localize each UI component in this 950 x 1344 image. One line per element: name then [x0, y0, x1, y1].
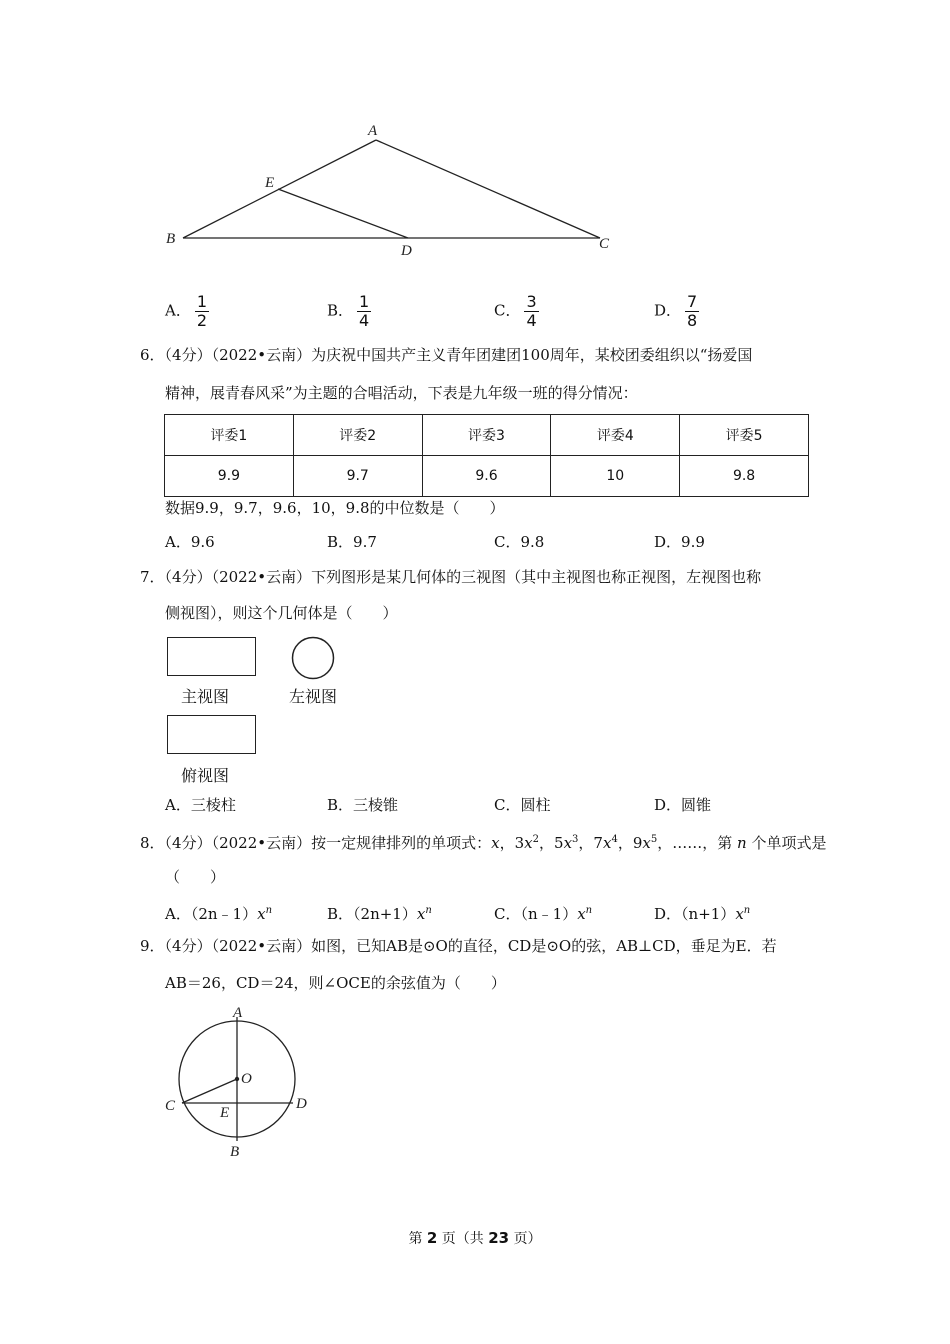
q8-option-c: C．$(n﹣1)x^n$	[494, 905, 593, 923]
table-row	[165, 456, 809, 497]
table-cell: 10	[551, 456, 680, 497]
q6-stem-line2: 精神，展青春风采”为主题的合唱活动，下表是九年级一班的得分情况：	[165, 384, 638, 402]
top-view-rect	[167, 715, 256, 754]
fraction: $\frac{1}{4}$	[359, 292, 370, 330]
table-cell: 9.7	[293, 456, 422, 497]
fraction: $\frac{7}{8}$	[687, 292, 698, 330]
option-letter: A．	[165, 301, 191, 320]
option-letter: C．	[494, 301, 521, 320]
center-point	[235, 1077, 239, 1081]
q7-option-d: D．圆锥	[654, 796, 712, 814]
point-label-b: B	[230, 1144, 240, 1160]
vertex-label-d: D	[401, 243, 412, 259]
table-cell: 9.9	[165, 456, 294, 497]
q7-option-a: A．三棱柱	[165, 796, 236, 814]
q6-option-c: C．9.8	[494, 533, 545, 551]
q6-option-d: D．9.9	[654, 533, 705, 551]
score-table	[164, 414, 809, 497]
table-header-cell: 评委3	[422, 415, 551, 456]
table-header-row	[165, 415, 809, 456]
q8-option-a: A．$(2n﹣1)x^n$	[165, 905, 273, 923]
left-view-circle	[290, 635, 336, 681]
page-footer: 第 2 页（共 23 页）	[408, 1229, 542, 1247]
q9-stem-line1: 9．（4分）（2022•云南）如图，已知AB是⊙O的直径，CD是⊙O的弦，AB⊥CD，垂足为E．若	[140, 937, 777, 955]
q5-option-d	[654, 293, 699, 330]
table-cell: 9.8	[680, 456, 809, 497]
q8-option-d: D．$(n+1)x^n$	[654, 905, 751, 923]
q9-stem-line2: AB＝26，CD＝24，则∠OCE的余弦值为（ ）	[165, 974, 506, 992]
current-page-number: 2	[426, 1229, 438, 1247]
option-letter: B．	[327, 301, 354, 320]
point-label-e: E	[220, 1105, 230, 1121]
q5-option-b	[327, 293, 371, 330]
fraction: $\frac{1}{2}$	[196, 292, 208, 330]
table-header-cell: 评委2	[293, 415, 422, 456]
front-view-label: 主视图	[181, 687, 230, 706]
radius-oc	[182, 1079, 237, 1103]
table-header-cell: 评委4	[551, 415, 680, 456]
q7-option-b: B．三棱锥	[327, 796, 399, 814]
left-view-label: 左视图	[289, 687, 338, 706]
q8-stem-line2: （ ）	[165, 868, 226, 886]
total-pages-number: 23	[488, 1229, 510, 1247]
q8-stem-line1: 8．（4分）（2022•云南）按一定规律排列的单项式：x，$3x^2$，$5x^3$，$7x^4$，$9x^5$，……，第 n 个单项式是	[140, 834, 827, 852]
q7-stem-line2: 侧视图），则这个几何体是（ ）	[165, 604, 398, 622]
table-header-cell: 评委1	[165, 415, 294, 456]
vertex-label-c: C	[599, 236, 610, 252]
q5-option-c	[494, 293, 539, 330]
segment-ac	[376, 140, 600, 238]
top-view-label: 俯视图	[181, 766, 230, 785]
vertex-label-b: B	[166, 231, 176, 247]
circle-figure	[160, 1000, 330, 1165]
q5-option-a	[165, 293, 209, 330]
q6-question: 数据9.9，9.7，9.6，10，9.8的中位数是（ ）	[165, 499, 505, 517]
front-view-rect	[167, 637, 256, 676]
option-letter: D．	[654, 301, 682, 320]
vertex-label-a: A	[368, 123, 378, 139]
point-label-a: A	[233, 1005, 243, 1021]
segment-ed	[278, 189, 408, 238]
vertex-label-e: E	[265, 175, 275, 191]
q6-option-a: A．9.6	[165, 533, 215, 551]
q7-stem-line1: 7．（4分）（2022•云南）下列图形是某几何体的三视图（其中主视图也称正视图，左视图也称	[140, 568, 762, 586]
q6-stem-line1: 6．（4分）（2022•云南）为庆祝中国共产主义青年团建团100周年，某校团委组织以“扬爱国	[140, 346, 753, 364]
q7-option-c: C．圆柱	[494, 796, 551, 814]
point-label-c: C	[165, 1098, 176, 1114]
point-label-d: D	[296, 1096, 307, 1112]
point-label-o: O	[241, 1071, 252, 1087]
q6-option-b: B．9.7	[327, 533, 377, 551]
triangle-figure	[150, 115, 630, 265]
table-cell: 9.6	[422, 456, 551, 497]
q8-option-b: B．$(2n+1)x^n$	[327, 905, 432, 923]
fraction: $\frac{3}{4}$	[526, 292, 537, 330]
table-header-cell: 评委5	[680, 415, 809, 456]
